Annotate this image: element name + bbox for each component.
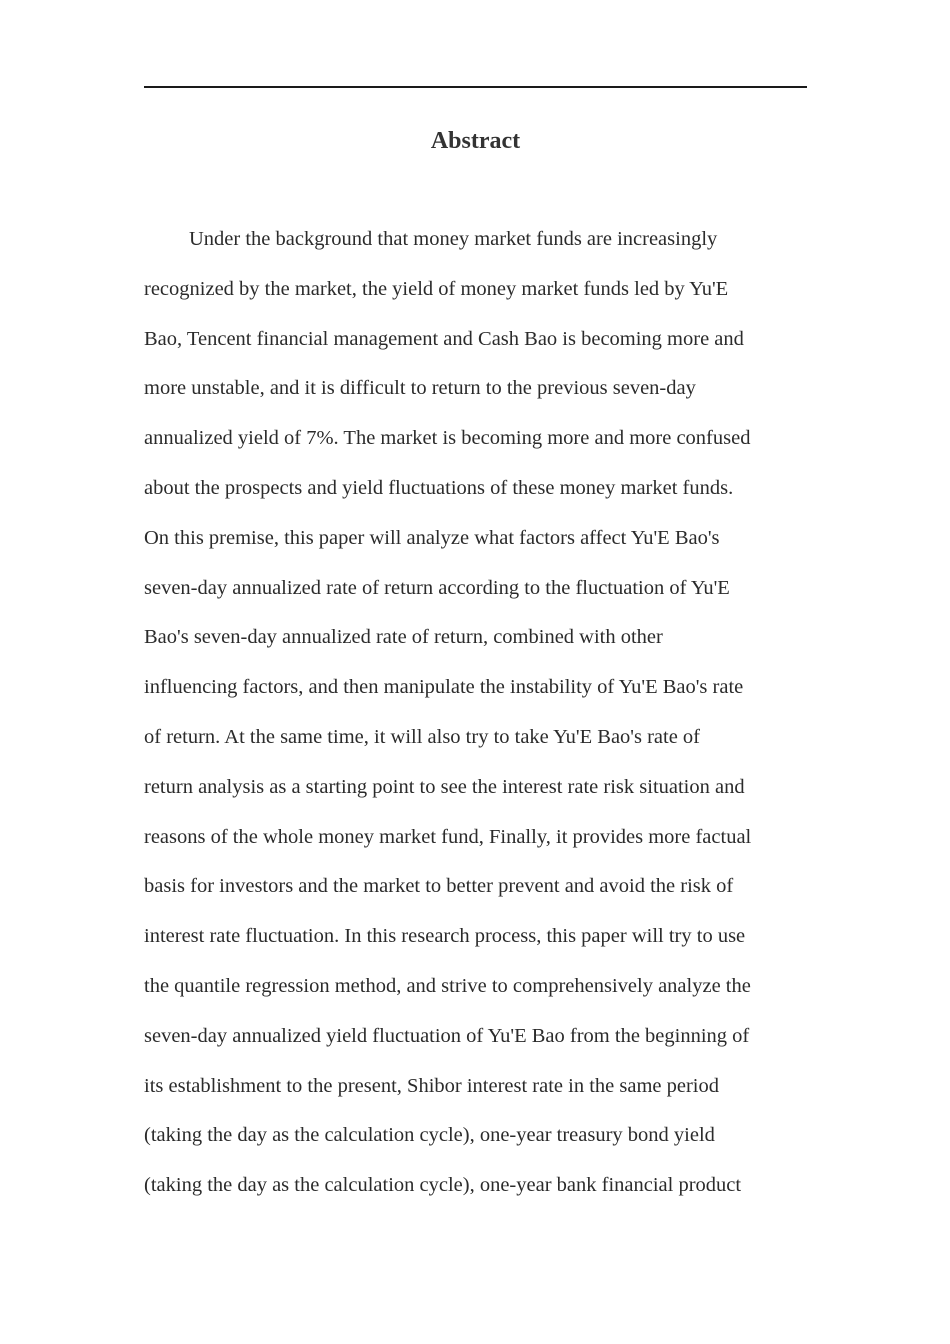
- abstract-line: return analysis as a starting point to see the interest rate risk situation and: [144, 775, 745, 798]
- abstract-line: more unstable, and it is difficult to return to the previous seven-day: [144, 377, 696, 400]
- abstract-line: seven-day annualized rate of return according to the fluctuation of Yu'E: [144, 576, 730, 599]
- abstract-line: of return. At the same time, it will also try to take Yu'E Bao's rate of: [144, 725, 701, 748]
- abstract-line: Bao's seven-day annualized rate of return, combined with other: [144, 626, 663, 649]
- abstract-line: On this premise, this paper will analyze what factors affect Yu'E Bao's: [144, 526, 720, 549]
- abstract-line: influencing factors, and then manipulate the instability of Yu'E Bao's rate: [144, 676, 744, 699]
- abstract-line: (taking the day as the calculation cycle), one-year treasury bond yield: [144, 1124, 715, 1147]
- abstract-line: interest rate fluctuation. In this research process, this paper will try to use: [144, 925, 746, 948]
- abstract-line: basis for investors and the market to better prevent and avoid the risk of: [144, 875, 734, 898]
- abstract-line: Bao, Tencent financial management and Cash Bao is becoming more and: [144, 327, 744, 350]
- abstract-line: reasons of the whole money market fund, Finally, it provides more factual: [144, 825, 752, 848]
- header-rule: [144, 86, 807, 88]
- abstract-line: Under the background that money market funds are increasingly: [189, 228, 718, 250]
- page-title: Abstract: [430, 128, 521, 154]
- abstract-body: [144, 215, 814, 1211]
- abstract-line: its establishment to the present, Shibor interest rate in the same period: [144, 1074, 720, 1097]
- abstract-line: about the prospects and yield fluctuations of these money market funds.: [144, 476, 734, 499]
- abstract-line: seven-day annualized yield fluctuation of Yu'E Bao from the beginning of: [144, 1024, 750, 1047]
- abstract-line: annualized yield of 7%. The market is becoming more and more confused: [144, 427, 751, 450]
- abstract-line: the quantile regression method, and strive to comprehensively analyze the: [144, 974, 751, 997]
- abstract-line: (taking the day as the calculation cycle), one-year bank financial product: [144, 1174, 742, 1197]
- abstract-line: recognized by the market, the yield of money market funds led by Yu'E: [144, 277, 729, 300]
